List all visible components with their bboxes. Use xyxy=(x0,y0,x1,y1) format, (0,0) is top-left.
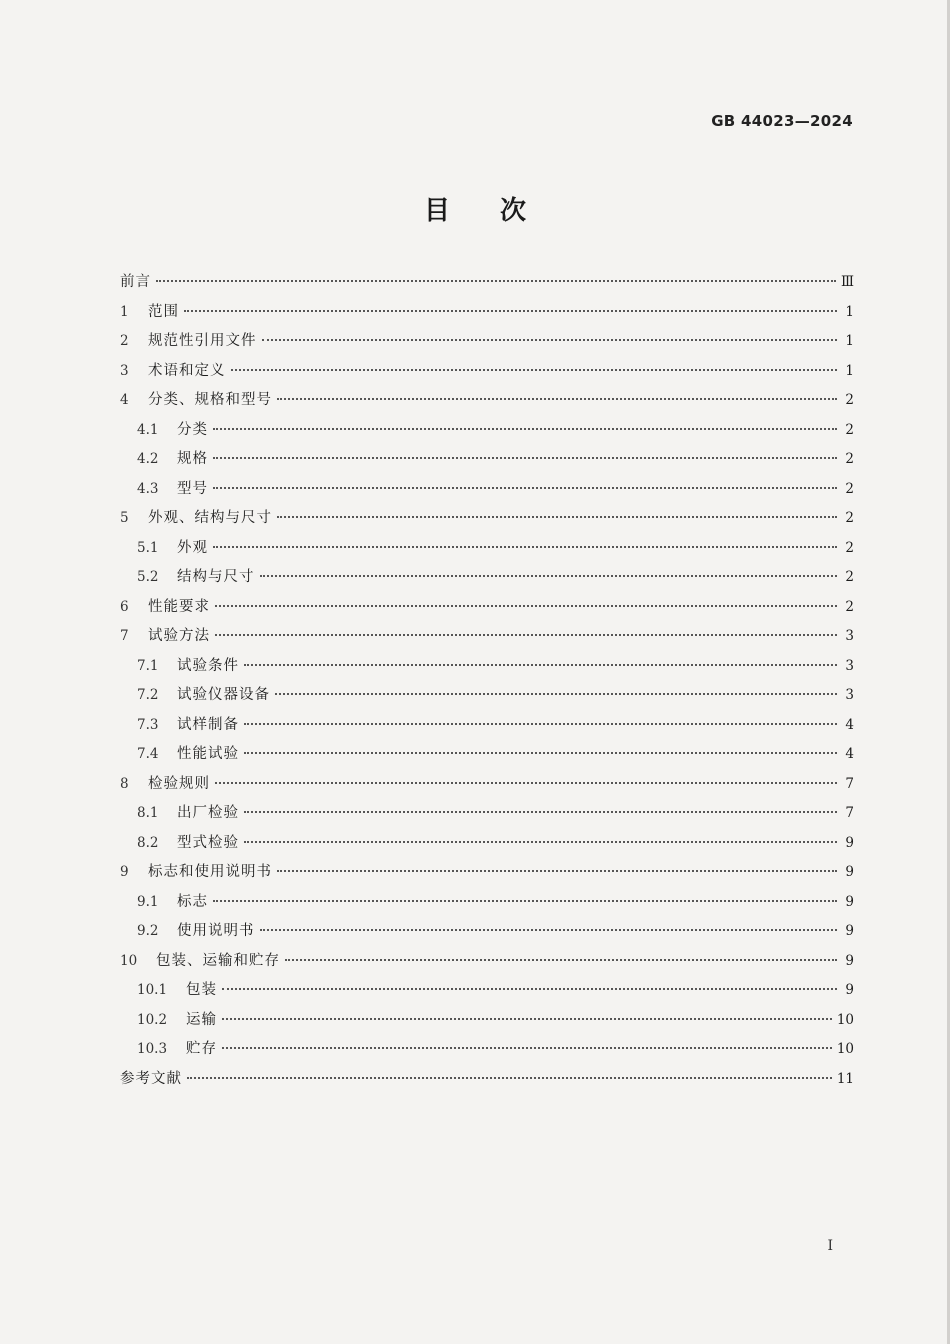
toc-entry-page: 2 xyxy=(845,392,854,408)
toc-entry-page: 9 xyxy=(845,923,854,939)
toc-entry-number: 9.1 xyxy=(137,893,159,910)
toc-entry[interactable] xyxy=(120,563,854,593)
toc-entry[interactable] xyxy=(120,622,854,652)
page-title: 目次 xyxy=(423,196,576,226)
toc-entry-page: 3 xyxy=(845,687,854,703)
toc-entry-label: 术语和定义 xyxy=(148,362,226,379)
toc-entry-page: 2 xyxy=(845,539,854,556)
toc-entry-label: 试验方法 xyxy=(148,628,210,644)
toc-entry-page: 2 xyxy=(845,480,854,497)
toc-entry-label: 外观、结构与尺寸 xyxy=(148,510,272,526)
toc-entry[interactable] xyxy=(120,357,854,387)
toc-entry-page: Ⅲ xyxy=(840,274,854,290)
toc-entry[interactable] xyxy=(120,504,854,534)
toc-leader-dots xyxy=(156,272,836,282)
toc-leader-dots xyxy=(260,567,838,577)
toc-entry-number: 9 xyxy=(120,864,129,880)
toc-entry-label: 型式检验 xyxy=(177,834,239,851)
toc-entry-page: 9 xyxy=(845,893,854,910)
toc-entry-number: 8.2 xyxy=(137,834,159,851)
toc-entry[interactable] xyxy=(120,652,854,682)
toc-entry-label: 运输 xyxy=(186,1011,217,1028)
toc-entry-page: 4 xyxy=(845,746,854,762)
toc-leader-dots xyxy=(222,1010,832,1020)
toc-entry-number: 10 xyxy=(120,952,138,969)
toc-entry-page: 2 xyxy=(845,451,854,467)
toc-entry-label: 贮存 xyxy=(186,1041,217,1057)
table-of-contents xyxy=(120,268,854,1094)
toc-leader-dots xyxy=(275,685,837,695)
toc-entry[interactable] xyxy=(120,917,854,947)
toc-leader-dots xyxy=(213,449,837,459)
toc-entry-label: 试样制备 xyxy=(177,716,239,733)
toc-entry-number: 7.1 xyxy=(137,657,159,674)
toc-entry-number: 7 xyxy=(120,628,129,644)
toc-entry-number: 4.3 xyxy=(137,480,159,497)
toc-leader-dots xyxy=(244,715,837,725)
toc-entry-number: 5.2 xyxy=(137,569,159,585)
toc-entry-label: 性能试验 xyxy=(177,746,239,762)
toc-entry-number: 5.1 xyxy=(137,539,159,556)
toc-entry-number: 7.4 xyxy=(137,746,159,762)
toc-entry-number: 10.2 xyxy=(137,1011,168,1028)
toc-entry[interactable] xyxy=(120,445,854,475)
toc-entry-page: 1 xyxy=(845,303,854,320)
toc-leader-dots xyxy=(222,1039,832,1049)
toc-entry[interactable] xyxy=(120,976,854,1006)
standard-code: GB 44023—2024 xyxy=(711,112,853,130)
toc-entry-page: 9 xyxy=(845,952,854,969)
toc-leader-dots xyxy=(262,331,838,341)
toc-leader-dots xyxy=(215,597,837,607)
toc-entry[interactable] xyxy=(120,327,854,357)
toc-entry-page: 2 xyxy=(845,598,854,615)
toc-entry-page: 9 xyxy=(845,982,854,998)
toc-entry-label: 试验仪器设备 xyxy=(177,687,270,703)
toc-entry-label: 分类 xyxy=(177,421,208,438)
toc-leader-dots xyxy=(231,361,838,371)
toc-entry[interactable] xyxy=(120,534,854,564)
toc-entry-label: 标志 xyxy=(177,893,208,910)
toc-entry-label: 检验规则 xyxy=(148,775,210,792)
toc-entry-number: 2 xyxy=(120,333,129,349)
toc-entry-number: 8.1 xyxy=(137,805,159,821)
toc-entry-page: 1 xyxy=(845,333,854,349)
toc-entry-page: 3 xyxy=(845,628,854,644)
toc-entry-number: 4.2 xyxy=(137,451,159,467)
toc-entry[interactable] xyxy=(120,770,854,800)
toc-entry[interactable] xyxy=(120,475,854,505)
toc-entry-label: 前言 xyxy=(120,274,151,290)
toc-entry-page: 7 xyxy=(845,805,854,821)
toc-entry-number: 4.1 xyxy=(137,421,159,438)
toc-leader-dots xyxy=(187,1069,832,1079)
toc-entry-page: 1 xyxy=(845,362,854,379)
toc-entry[interactable] xyxy=(120,858,854,888)
toc-entry-page: 4 xyxy=(845,716,854,733)
toc-entry-label: 型号 xyxy=(177,480,208,497)
toc-entry[interactable] xyxy=(120,711,854,741)
toc-entry-label: 包装、运输和贮存 xyxy=(156,952,280,969)
toc-entry[interactable] xyxy=(120,799,854,829)
toc-entry-number: 1 xyxy=(120,303,129,320)
toc-leader-dots xyxy=(277,390,837,400)
toc-leader-dots xyxy=(244,833,837,843)
toc-entry-number: 3 xyxy=(120,362,129,379)
toc-entry[interactable] xyxy=(120,681,854,711)
toc-entry-label: 试验条件 xyxy=(177,657,239,674)
toc-entry-number: 8 xyxy=(120,775,129,792)
toc-entry-number: 6 xyxy=(120,598,129,615)
toc-entry-number: 7.2 xyxy=(137,687,159,703)
toc-entry-page: 9 xyxy=(845,834,854,851)
page-number: Ⅰ xyxy=(827,1238,833,1254)
toc-entry-number: 4 xyxy=(120,392,129,408)
toc-entry-label: 分类、规格和型号 xyxy=(148,392,272,408)
toc-entry[interactable] xyxy=(120,416,854,446)
toc-entry-label: 标志和使用说明书 xyxy=(148,864,272,880)
toc-entry[interactable] xyxy=(120,593,854,623)
toc-entry-label: 范围 xyxy=(148,303,179,320)
toc-leader-dots xyxy=(244,656,837,666)
toc-entry[interactable] xyxy=(120,1006,854,1036)
toc-entry[interactable] xyxy=(120,298,854,328)
toc-entry[interactable] xyxy=(120,829,854,859)
toc-entry[interactable] xyxy=(120,1065,854,1095)
toc-leader-dots xyxy=(277,862,837,872)
toc-entry[interactable] xyxy=(120,386,854,416)
toc-entry-page: 10 xyxy=(836,1011,854,1028)
toc-entry-number: 7.3 xyxy=(137,716,159,733)
toc-entry[interactable] xyxy=(120,740,854,770)
toc-entry-label: 参考文献 xyxy=(120,1070,182,1087)
toc-entry-label: 结构与尺寸 xyxy=(177,569,255,585)
toc-leader-dots xyxy=(244,744,837,754)
toc-entry-page: 3 xyxy=(845,657,854,674)
toc-entry-label: 规格 xyxy=(177,451,208,467)
toc-entry-number: 5 xyxy=(120,510,129,526)
toc-entry[interactable] xyxy=(120,268,854,298)
toc-entry-page: 11 xyxy=(836,1070,854,1087)
toc-entry-label: 性能要求 xyxy=(148,598,210,615)
toc-entry-page: 9 xyxy=(845,864,854,880)
toc-leader-dots xyxy=(222,980,837,990)
toc-leader-dots xyxy=(213,538,837,548)
toc-entry-page: 2 xyxy=(845,510,854,526)
toc-leader-dots xyxy=(184,302,837,312)
toc-entry[interactable] xyxy=(120,947,854,977)
toc-entry-number: 9.2 xyxy=(137,923,159,939)
toc-entry-label: 出厂检验 xyxy=(177,805,239,821)
toc-entry-label: 规范性引用文件 xyxy=(148,333,257,349)
toc-leader-dots xyxy=(260,921,838,931)
toc-leader-dots xyxy=(285,951,837,961)
toc-entry-label: 外观 xyxy=(177,539,208,556)
toc-entry-page: 10 xyxy=(836,1041,854,1057)
toc-leader-dots xyxy=(213,479,837,489)
toc-entry[interactable] xyxy=(120,1035,854,1065)
toc-leader-dots xyxy=(244,803,837,813)
toc-leader-dots xyxy=(277,508,837,518)
toc-entry-label: 包装 xyxy=(186,982,217,998)
toc-leader-dots xyxy=(213,892,837,902)
toc-entry-number: 10.3 xyxy=(137,1041,168,1057)
toc-entry[interactable] xyxy=(120,888,854,918)
toc-entry-page: 2 xyxy=(845,421,854,438)
toc-leader-dots xyxy=(213,420,837,430)
toc-entry-number: 10.1 xyxy=(137,982,168,998)
toc-entry-page: 7 xyxy=(845,775,854,792)
toc-entry-label: 使用说明书 xyxy=(177,923,255,939)
toc-leader-dots xyxy=(215,774,837,784)
toc-entry-page: 2 xyxy=(845,569,854,585)
toc-leader-dots xyxy=(215,626,837,636)
